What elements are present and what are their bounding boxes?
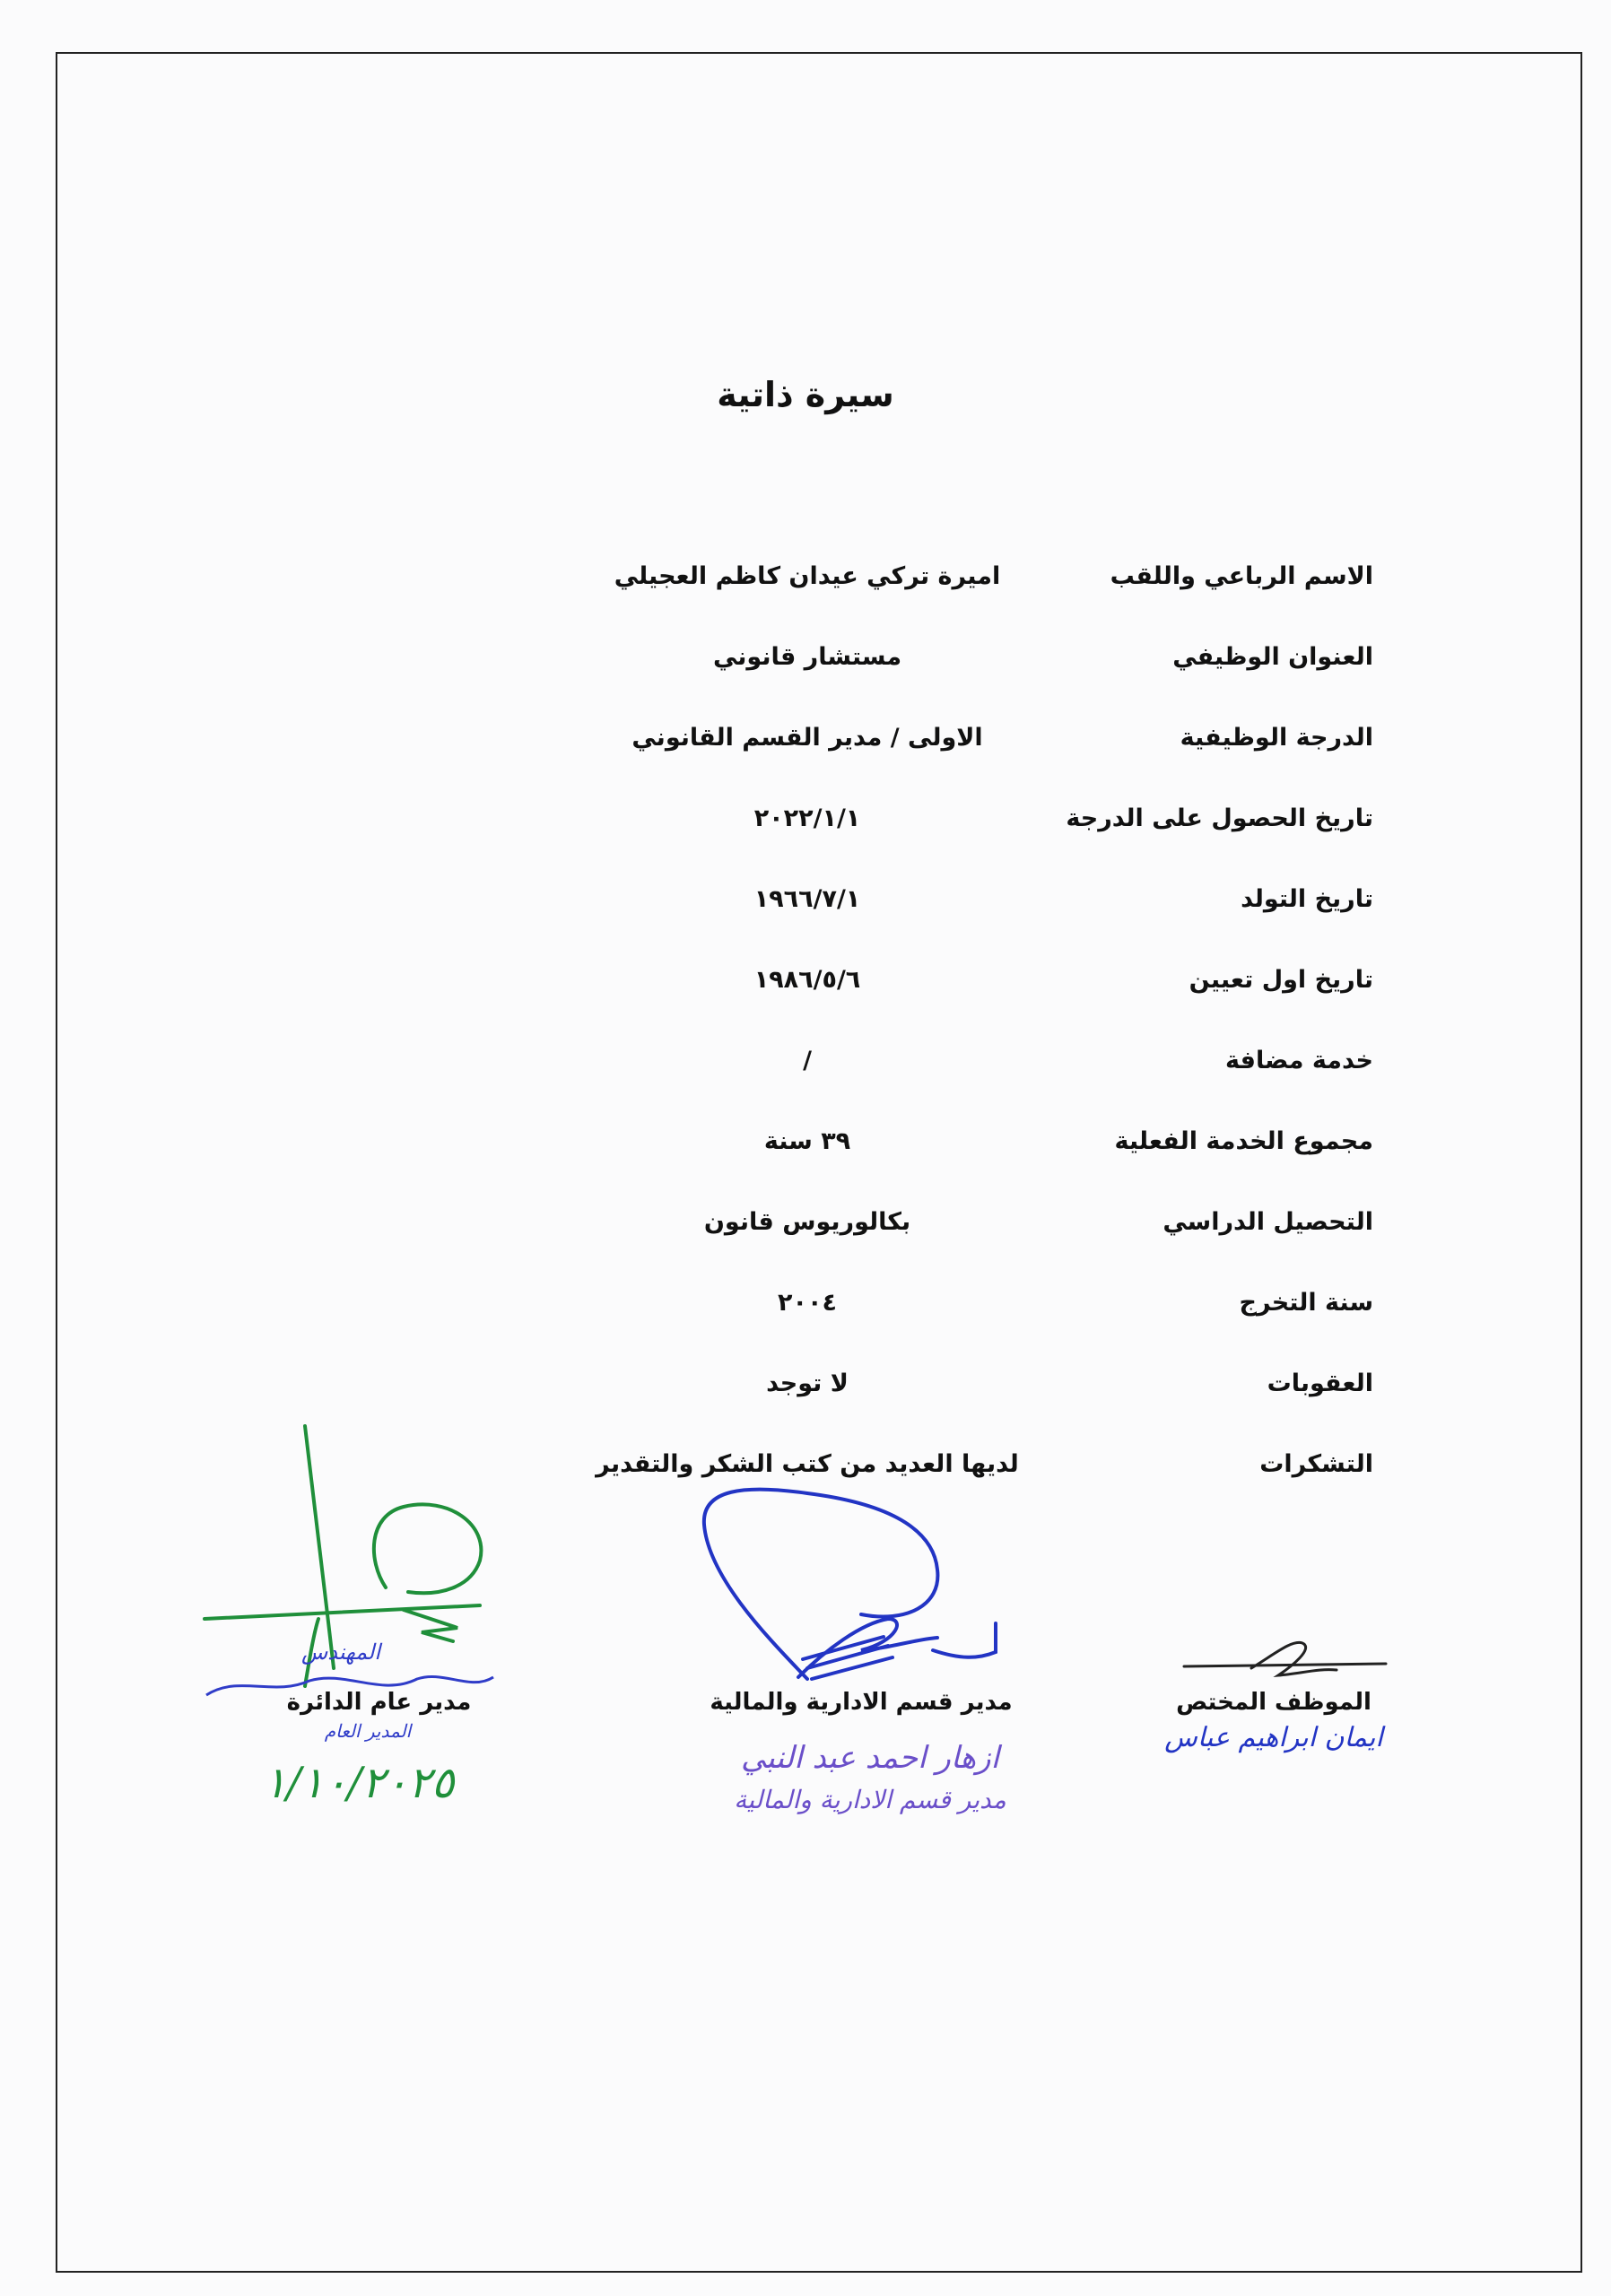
field-label: العقوبات (1267, 1370, 1373, 1397)
field-label: الدرجة الوظيفية (1180, 724, 1373, 752)
field-value: ١٩٦٦/٧/١ (753, 885, 861, 913)
field-value: ٢٠٠٤ (778, 1289, 837, 1317)
field-label: التشكرات (1259, 1450, 1373, 1478)
employee-signature (1184, 1642, 1386, 1675)
field-value: لا توجد (766, 1370, 849, 1397)
field-value: ٣٩ سنة (763, 1127, 851, 1155)
gm-handwritten-date: ١/١٠/٢٠٢٥ (263, 1758, 455, 1808)
field-label: العنوان الوظيفي (1172, 643, 1373, 671)
field-label: سنة التخرج (1239, 1289, 1373, 1317)
gm-stamp-title: المدير العام (324, 1720, 412, 1742)
field-label: تاريخ اول تعيين (1189, 966, 1373, 994)
field-value: ١٩٨٦/٥/٦ (753, 966, 861, 994)
field-label: مجموع الخدمة الفعلية (1114, 1127, 1373, 1155)
field-label: تاريخ التولد (1241, 885, 1373, 913)
employee-title: الموظف المختص (1176, 1689, 1372, 1716)
admin-manager-signature (704, 1490, 996, 1679)
field-label: الاسم الرباعي واللقب (1110, 562, 1373, 590)
admin-stamp-title: مدير قسم الادارية والمالية (734, 1785, 1006, 1814)
field-value: بكالوريوس قانون (703, 1208, 911, 1236)
field-value: مستشار قانوني (712, 643, 902, 671)
field-value: / (803, 1047, 812, 1074)
document-title: سيرة ذاتية (717, 375, 894, 414)
field-value: اميرة تركي عيدان كاظم العجيلي (614, 562, 1001, 590)
gm-stamp-engineer: المهندس (300, 1639, 381, 1665)
field-label: تاريخ الحصول على الدرجة (1066, 804, 1373, 832)
admin-stamp-name: ازهار احمد عبد النبي (740, 1740, 1000, 1776)
field-value: لديها العديد من كتب الشكر والتقدير (596, 1450, 1019, 1478)
field-value: الاولى / مدير القسم القانوني (631, 724, 983, 752)
field-label: خدمة مضافة (1224, 1047, 1373, 1074)
field-label: التحصيل الدراسي (1163, 1208, 1373, 1236)
employee-handwritten-name: ايمان ابراهيم عباس (1164, 1722, 1383, 1753)
admin-manager-title: مدير قسم الادارية والمالية (710, 1689, 1013, 1716)
general-manager-title: مدير عام الدائرة (286, 1689, 472, 1716)
field-value: ٢٠٢٢/١/١ (753, 804, 861, 832)
